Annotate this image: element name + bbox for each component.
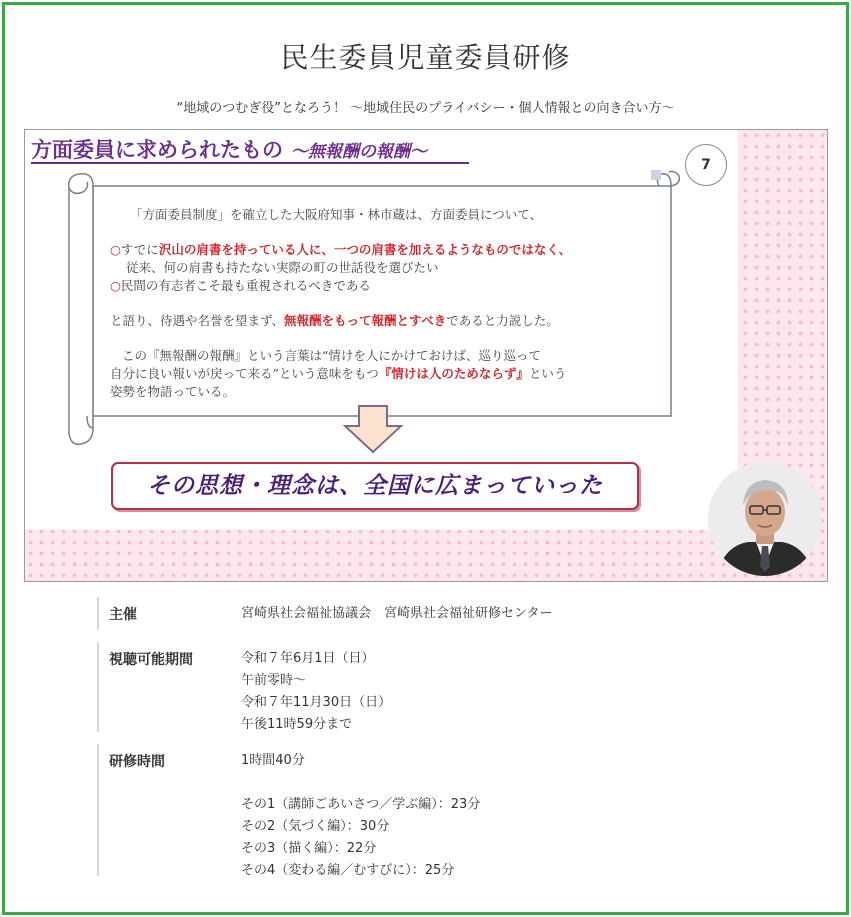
info-value-line: 令和７年11月30日（日）: [241, 695, 392, 710]
text-plain: すでに: [120, 242, 159, 257]
scroll-line: [110, 277, 670, 295]
slide-heading-underline: [31, 162, 469, 164]
course-info: [97, 597, 797, 876]
lecturer-avatar: [708, 462, 822, 576]
info-value: [241, 642, 797, 736]
scroll-line: この『無報酬の報酬』という言葉は“情けを人にかけておけば、巡り巡って: [122, 348, 541, 363]
scroll-line: 従来、何の肩書も持たない実際の町の世話役を選びたい: [126, 260, 439, 275]
text-emphasis: 沢山の肩書を持っている人に、一つの肩書を加えるようなものではなく、: [158, 242, 572, 257]
info-value-line: その3（描く編）：22分: [241, 841, 377, 856]
text-plain: という: [528, 366, 567, 381]
text-plain: であると力説した。: [446, 313, 559, 328]
info-value: [241, 597, 797, 625]
page-title: 民生委員児童委員研修: [280, 41, 571, 74]
info-value-line: その1（講師ごあいさつ／学ぶ編）：23分: [241, 797, 481, 812]
info-value-line: 1時間40分: [241, 753, 305, 768]
scroll-line: [110, 241, 670, 259]
info-value-line: 午後11時59分まで: [241, 717, 353, 732]
scroll-line: 姿勢を物語っている。: [110, 384, 236, 399]
info-value-line: その2（気づく編）：30分: [241, 819, 390, 834]
circle-mark: ○: [110, 242, 121, 257]
page-subtitle: “地域のつむぎ役”となろう！ ～地域住民のプライバシー・個人情報との向き合い方～: [176, 101, 675, 116]
slide-heading-sub: ～無報酬の報酬～: [291, 142, 427, 162]
circle-mark: ○: [110, 278, 121, 293]
text-plain: 民間の有志者こそ最も重視されるべきである: [120, 278, 371, 293]
slide-page-number: 7: [685, 144, 727, 186]
scroll-line: [110, 312, 670, 330]
scroll-text: [110, 206, 670, 401]
slide-heading-main: 方面委員に求められたもの: [31, 137, 283, 162]
info-label: 視聴可能期間: [109, 652, 193, 668]
down-arrow-icon: [341, 404, 405, 456]
slide-heading: [31, 134, 427, 164]
info-value-line: その4（変わる編／むすびに）：25分: [241, 863, 455, 878]
scroll-line: [110, 365, 670, 383]
info-value-line: 午前零時～: [241, 673, 307, 688]
info-row-organizer: [97, 597, 797, 630]
text-emphasis: 『情けは人のためならず』: [378, 366, 529, 381]
scroll-line: 「方面委員制度」を確立した大阪府知事・林市蔵は、方面委員について、: [130, 207, 543, 222]
text-plain: 自分に良い報いが戻って来る”という意味をもつ: [110, 366, 379, 381]
info-label: 主催: [109, 607, 137, 623]
info-row-viewing-period: [97, 642, 797, 732]
slide-banner: その思想・理念は、全国に広まっていった: [111, 462, 639, 510]
info-value: [241, 744, 797, 882]
info-label: 研修時間: [109, 754, 165, 770]
text-emphasis: 無報酬をもって報酬とすべき: [284, 313, 447, 328]
info-row-duration: [97, 744, 797, 876]
info-value-line: 宮崎県社会福祉協議会 宮崎県社会福祉研修センター: [241, 606, 553, 621]
text-plain: と語り、待遇や名誉を望まず、: [110, 313, 285, 328]
info-value-line: 令和７年6月1日（日）: [241, 651, 375, 666]
lecture-slide-image: [24, 129, 828, 582]
info-value-spacer: [241, 772, 797, 794]
